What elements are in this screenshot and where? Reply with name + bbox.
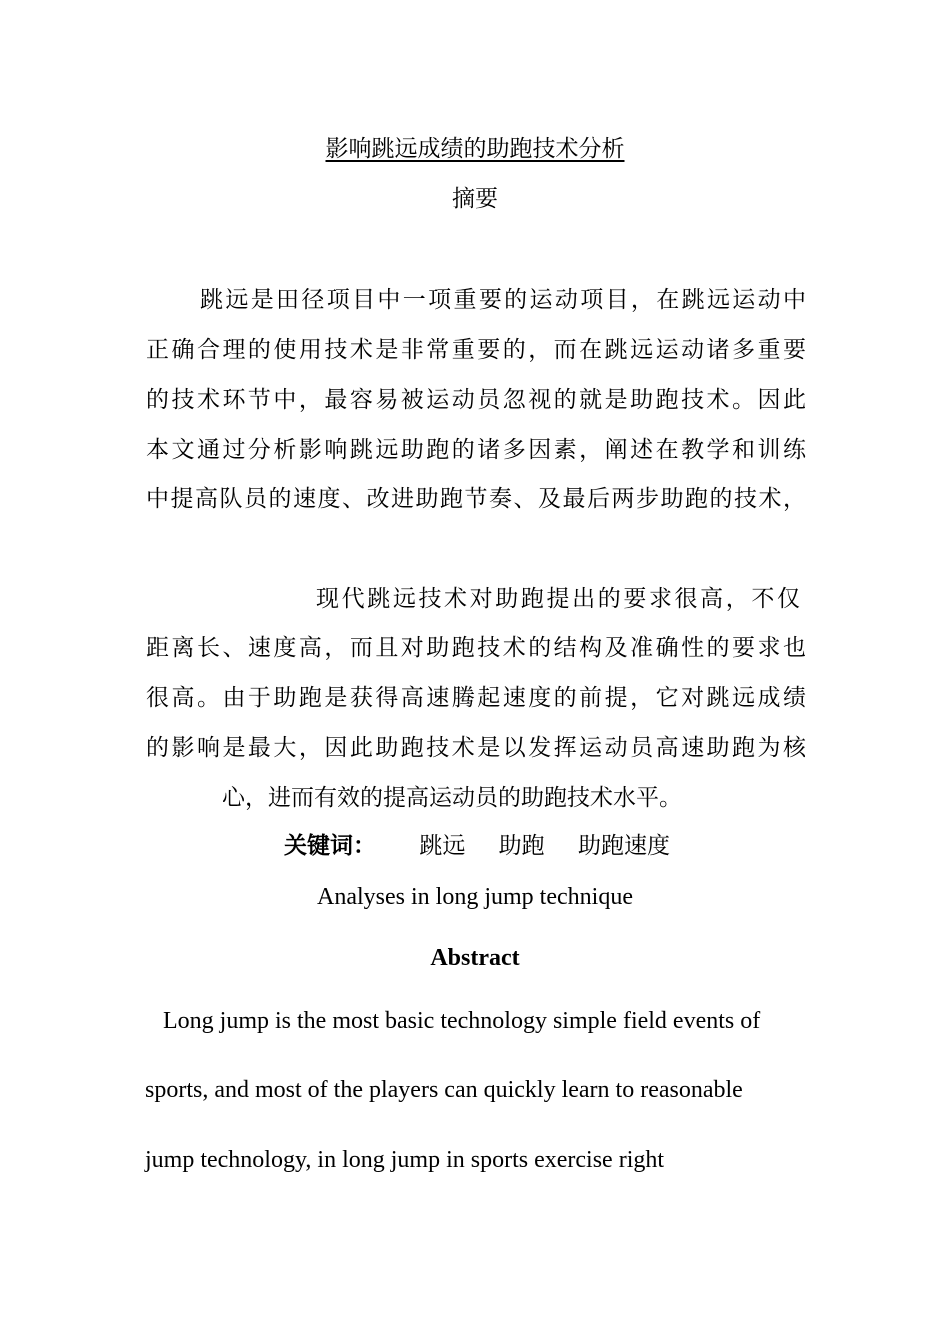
english-line-3: jump technology, in long jump in sports exercise right xyxy=(145,1147,665,1173)
english-line-2: sports, and most of the players can quickly learn to reasonable xyxy=(145,1077,743,1103)
paragraph1-line-1: 跳远是田径项目中一项重要的运动项目，在跳远运动中 xyxy=(200,287,806,313)
paragraph2-line-5: 心，进而有效的提高运动员的助跑技术水平。 xyxy=(222,785,682,811)
keywords xyxy=(284,829,670,863)
keywords-label: 关键词： xyxy=(284,833,376,859)
paragraph1-line-5: 中提高队员的速度、改进助跑节奏、及最后两步助跑的技术， xyxy=(146,486,806,512)
paragraph1-line-3: 的技术环节中，最容易被运动员忽视的就是助跑技术。因此 xyxy=(146,387,806,413)
keyword-item: 跳远 xyxy=(419,833,466,859)
paragraph2-line-2: 距离长、速度高，而且对助跑技术的结构及准确性的要求也 xyxy=(146,635,806,661)
document-title xyxy=(0,132,950,166)
paragraph1-line-2: 正确合理的使用技术是非常重要的，而在跳远运动诸多重要 xyxy=(146,337,806,363)
english-abstract-heading: Abstract xyxy=(430,945,520,971)
paragraph1-line-4: 本文通过分析影响跳远助跑的诸多因素，阐述在教学和训练 xyxy=(146,437,806,463)
keyword-item: 助跑速度 xyxy=(577,833,670,859)
english-line-1: Long jump is the most basic technology simple field events of xyxy=(163,1008,761,1034)
abstract-heading: 摘要 xyxy=(452,186,498,212)
paragraph2-line-4: 的影响是最大，因此助跑技术是以发挥运动员高速助跑为核 xyxy=(146,735,806,761)
keyword-item: 助跑 xyxy=(498,833,545,859)
paragraph2-line-3: 很高。由于助跑是获得高速腾起速度的前提，它对跳远成绩 xyxy=(146,685,806,711)
english-title: Analyses in long jump technique xyxy=(317,884,633,910)
paragraph2-line-1: 现代跳远技术对助跑提出的要求很高，不仅 xyxy=(316,586,800,612)
document-title-text: 影响跳远成绩的助跑技术分析 xyxy=(325,136,625,162)
